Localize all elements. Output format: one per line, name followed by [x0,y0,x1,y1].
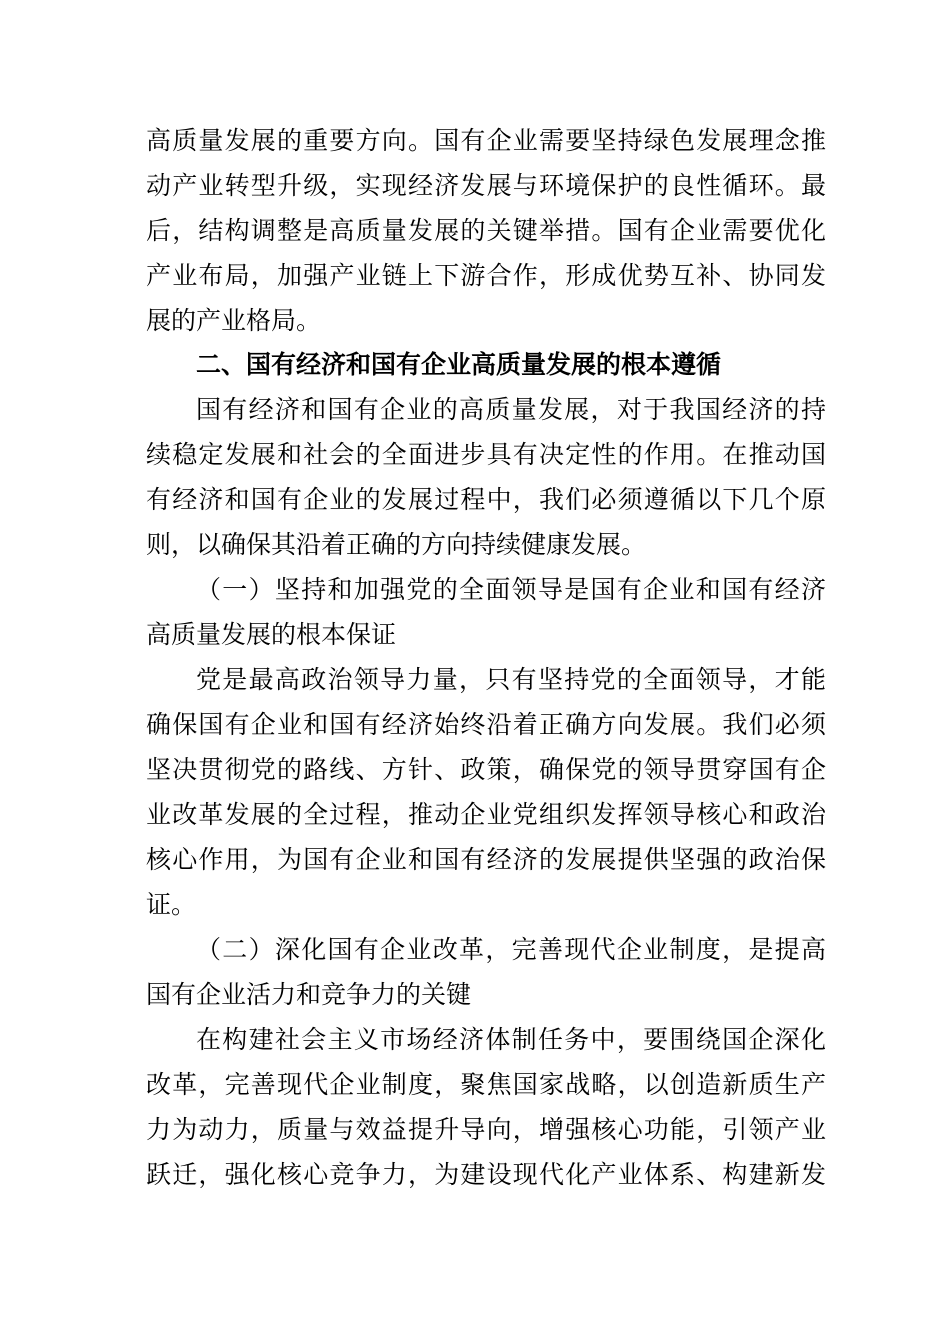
body-text-line: 业改革发展的全过程，推动企业党组织发挥领导核心和政治 [146,800,826,829]
body-text-line: 续稳定发展和社会的全面进步具有决定性的作用。在推动国 [146,440,826,469]
subsection-heading-line: 国有企业活力和竞争力的关键 [146,980,472,1009]
body-text-line: 确保国有企业和国有经济始终沿着正确方向发展。我们必须 [146,710,826,739]
body-text-line: 在构建社会主义市场经济体制任务中，要围绕国企深化 [196,1025,826,1054]
body-text-line: 坚决贯彻党的路线、方针、政策，确保党的领导贯穿国有企 [146,755,826,784]
body-text-line: 改革，完善现代企业制度，聚焦国家战略，以创造新质生产 [146,1070,826,1099]
body-text-line: 高质量发展的重要方向。国有企业需要坚持绿色发展理念推 [146,126,826,155]
subsection-heading-line: （二）深化国有企业改革，完善现代企业制度，是提高 [196,935,826,964]
body-text-line: 党是最高政治领导力量，只有坚持党的全面领导，才能 [196,665,826,694]
body-text-line: 国有经济和国有企业的高质量发展，对于我国经济的持 [196,395,826,424]
section-heading: 二、国有经济和国有企业高质量发展的根本遵循 [196,350,722,379]
body-text-line: 后，结构调整是高质量发展的关键举措。国有企业需要优化 [146,216,826,245]
body-text-line: 动产业转型升级，实现经济发展与环境保护的良性循环。最 [146,171,826,200]
body-text-line: 力为动力，质量与效益提升导向，增强核心功能，引领产业 [146,1115,826,1144]
subsection-heading-line: （一）坚持和加强党的全面领导是国有企业和国有经济 [196,575,826,604]
subsection-heading-line: 高质量发展的根本保证 [146,620,397,649]
body-text-line: 证。 [146,890,197,919]
body-text-line: 核心作用，为国有企业和国有经济的发展提供坚强的政治保 [146,845,826,874]
body-text-line: 则，以确保其沿着正确的方向持续健康发展。 [146,530,647,559]
body-text-line: 展的产业格局。 [146,306,322,335]
body-text-line: 跃迁，强化核心竞争力，为建设现代化产业体系、构建新发 [146,1160,826,1189]
body-text-line: 产业布局，加强产业链上下游合作，形成优势互补、协同发 [146,261,826,290]
body-text-line: 有经济和国有企业的发展过程中，我们必须遵循以下几个原 [146,485,826,514]
